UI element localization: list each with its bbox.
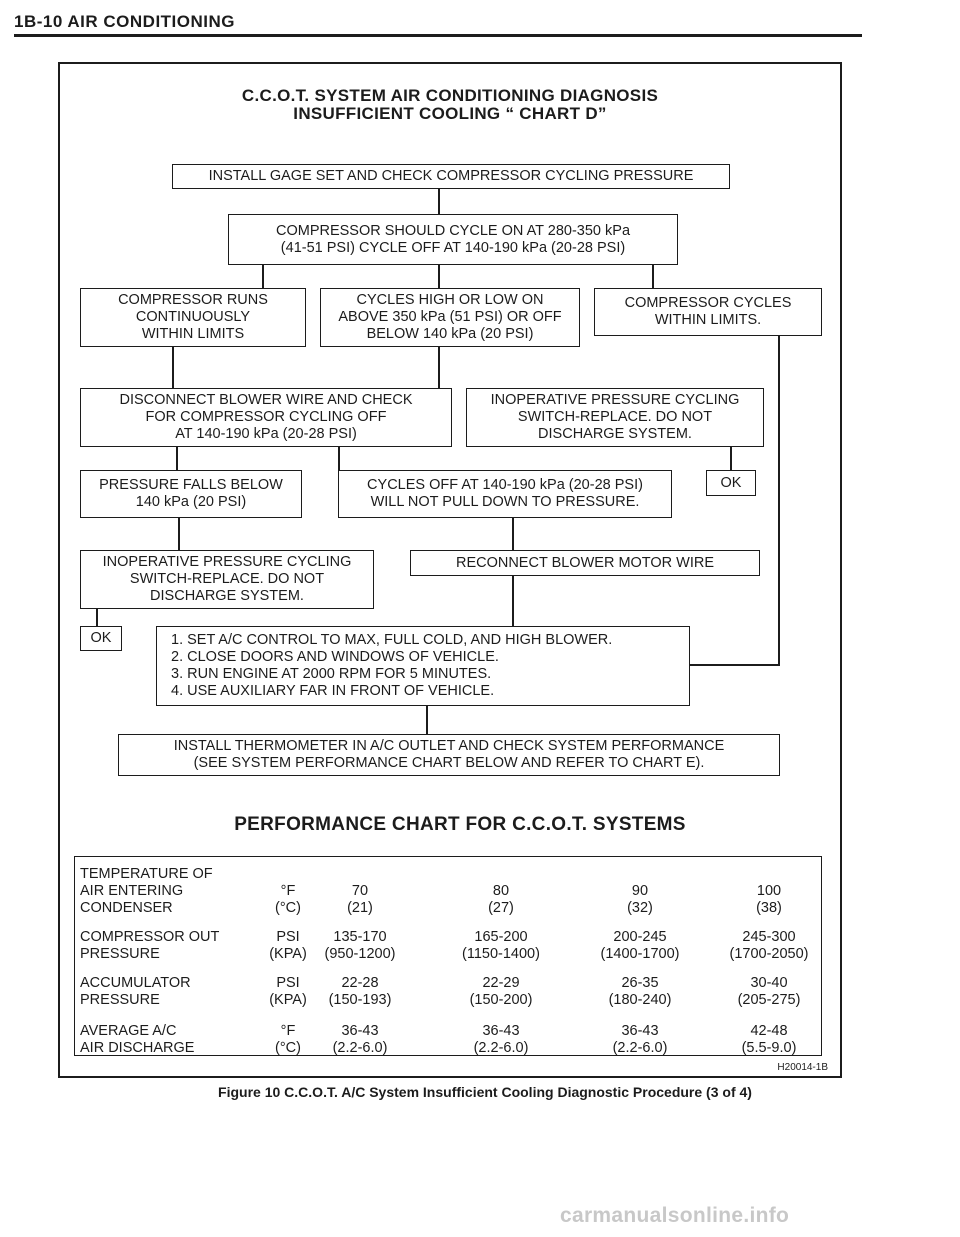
connector — [778, 336, 780, 666]
box-line: AT 140-190 kPa (20-28 PSI) — [175, 426, 357, 442]
page-header: 1B-10 AIR CONDITIONING — [14, 12, 236, 31]
box-line: ABOVE 350 kPa (51 PSI) OR OFF — [338, 309, 562, 325]
row-unit: (KPA) — [269, 992, 307, 1008]
box-line: COMPRESSOR SHOULD CYCLE ON AT 280-350 kPa — [275, 222, 631, 239]
inoperative-switch-box-2 — [80, 550, 374, 609]
figure-caption: Figure 10 C.C.O.T. A/C System Insufficient Cooling Diagnostic Procedure (3 of 4) — [218, 1084, 752, 1100]
box-line: INOPERATIVE PRESSURE CYCLING — [102, 554, 352, 570]
table-cell: (2.2-6.0) — [612, 1040, 668, 1056]
connector — [730, 446, 732, 470]
table-cell: 70 — [351, 883, 369, 899]
figure-id: H20014-1B — [777, 1062, 828, 1073]
row-label: AVERAGE A/C — [80, 1023, 177, 1039]
ok-text: OK — [720, 474, 742, 491]
row-label: PRESSURE — [80, 946, 160, 962]
table-cell: (180-240) — [608, 992, 672, 1008]
row-unit: PSI — [276, 975, 300, 991]
header-rule — [14, 34, 862, 37]
ok-box-2 — [80, 626, 122, 651]
box-line: SWITCH-REPLACE. DO NOT — [129, 571, 325, 587]
box-line: CYCLES OFF AT 140-190 kPa (20-28 PSI) — [367, 477, 643, 493]
table-cell: 36-43 — [621, 1023, 659, 1039]
connector — [438, 346, 440, 388]
box-line: DISCHARGE SYSTEM. — [538, 426, 692, 442]
box-line: PRESSURE FALLS BELOW — [99, 477, 283, 493]
row-label: ACCUMULATOR — [80, 975, 191, 991]
connector — [652, 264, 654, 288]
install-gage-text: INSTALL GAGE SET AND CHECK COMPRESSOR CYCLING PRESSURE — [208, 168, 694, 184]
connector — [512, 518, 514, 550]
connector — [172, 346, 174, 388]
table-cell: 26-35 — [621, 975, 659, 991]
connector — [96, 608, 98, 626]
box-line: COMPRESSOR CYCLES — [624, 295, 792, 311]
connector — [512, 576, 514, 628]
row-label: COMPRESSOR OUT — [80, 929, 220, 945]
reconnect-blower-box — [410, 550, 760, 576]
row-label: CONDENSER — [80, 900, 173, 916]
box-line: WILL NOT PULL DOWN TO PRESSURE. — [370, 494, 640, 510]
box-line: COMPRESSOR RUNS — [118, 292, 268, 308]
table-cell: (1150-1400) — [462, 946, 540, 962]
table-cell: (950-1200) — [324, 946, 396, 962]
table-cell: 245-300 — [742, 929, 796, 945]
table-cell: (5.5-9.0) — [741, 1040, 797, 1056]
table-cell: 90 — [631, 883, 649, 899]
table-cell: 100 — [756, 883, 782, 899]
row-unit: (°C) — [275, 1040, 301, 1056]
box-line: 140 kPa (20 PSI) — [135, 494, 247, 510]
table-cell: 30-40 — [750, 975, 788, 991]
row-unit: °F — [280, 1023, 296, 1039]
connector — [690, 664, 780, 666]
connector — [426, 706, 428, 734]
box-line: INSTALL THERMOMETER IN A/C OUTLET AND CHECK SYSTEM PERFORMANCE — [173, 738, 725, 754]
step-line: 1. SET A/C CONTROL TO MAX, FULL COLD, AND HIGH BLOWER. — [171, 632, 613, 648]
box-line: FOR COMPRESSOR CYCLING OFF — [145, 409, 387, 425]
table-cell: (150-200) — [469, 992, 533, 1008]
chart-title-line2: INSUFFICIENT COOLING “ CHART D” — [293, 104, 607, 123]
table-cell: 135-170 — [333, 929, 387, 945]
box-line: INOPERATIVE PRESSURE CYCLING — [490, 392, 740, 408]
row-label: TEMPERATURE OF — [80, 866, 213, 882]
should-cycle-box — [228, 214, 678, 265]
row-label: AIR DISCHARGE — [80, 1040, 195, 1056]
table-cell: 22-29 — [482, 975, 520, 991]
install-gage-box — [172, 164, 730, 189]
connector — [438, 264, 440, 288]
table-cell: 22-28 — [341, 975, 379, 991]
box-line: WITHIN LIMITS — [141, 326, 245, 342]
connector — [438, 188, 440, 214]
install-thermometer-box — [118, 734, 780, 776]
box-line: SWITCH-REPLACE. DO NOT — [517, 409, 713, 425]
cycles-off-box — [338, 470, 672, 518]
row-unit: (KPA) — [269, 946, 307, 962]
box-line: DISCONNECT BLOWER WIRE AND CHECK — [119, 392, 413, 408]
table-cell: (32) — [627, 900, 653, 916]
connector — [338, 446, 340, 470]
table-cell: (1400-1700) — [600, 946, 680, 962]
box-line: WITHIN LIMITS. — [654, 312, 762, 328]
box-line: CYCLES HIGH OR LOW ON — [356, 292, 544, 308]
connector — [262, 264, 264, 288]
table-cell: (21) — [347, 900, 373, 916]
row-label: PRESSURE — [80, 992, 160, 1008]
row-unit: (°C) — [275, 900, 301, 916]
table-cell: 80 — [492, 883, 510, 899]
step-line: 3. RUN ENGINE AT 2000 RPM FOR 5 MINUTES. — [171, 666, 492, 682]
cycles-within-limits-box — [594, 288, 822, 336]
table-cell: 200-245 — [613, 929, 667, 945]
step-line: 2. CLOSE DOORS AND WINDOWS OF VEHICLE. — [171, 649, 499, 665]
table-cell: (2.2-6.0) — [473, 1040, 529, 1056]
table-cell: (2.2-6.0) — [332, 1040, 388, 1056]
step-line: 4. USE AUXILIARY FAR IN FRONT OF VEHICLE. — [171, 683, 495, 699]
ok-box-1 — [706, 470, 756, 496]
box-line: CONTINUOUSLY — [135, 309, 251, 325]
table-cell: 165-200 — [474, 929, 528, 945]
test-steps-box — [156, 626, 690, 706]
pressure-falls-box — [80, 470, 302, 518]
table-cell: (27) — [488, 900, 514, 916]
runs-continuously-box — [80, 288, 306, 347]
box-line: (41-51 PSI) CYCLE OFF AT 140-190 kPa (20-28 PSI) — [280, 239, 626, 256]
chart-title-line1: C.C.O.T. SYSTEM AIR CONDITIONING DIAGNOSIS — [241, 86, 659, 105]
box-line: (SEE SYSTEM PERFORMANCE CHART BELOW AND REFER TO CHART E). — [193, 755, 705, 771]
row-label: AIR ENTERING — [80, 883, 184, 899]
inoperative-switch-box-1 — [466, 388, 764, 447]
ok-text: OK — [90, 630, 112, 646]
row-unit: °F — [280, 883, 296, 899]
table-cell: 36-43 — [341, 1023, 379, 1039]
connector — [178, 518, 180, 550]
connector — [176, 446, 178, 470]
reconnect-text: RECONNECT BLOWER MOTOR WIRE — [455, 554, 715, 571]
table-cell: (38) — [756, 900, 782, 916]
watermark: carmanualsonline.info — [560, 1204, 790, 1227]
box-line: DISCHARGE SYSTEM. — [150, 588, 304, 604]
table-cell: 42-48 — [750, 1023, 788, 1039]
table-cell: (1700-2050) — [729, 946, 809, 962]
table-cell: 36-43 — [482, 1023, 520, 1039]
table-cell: (150-193) — [328, 992, 392, 1008]
table-cell: (205-275) — [737, 992, 801, 1008]
box-line: BELOW 140 kPa (20 PSI) — [366, 326, 534, 342]
performance-chart-title: PERFORMANCE CHART FOR C.C.O.T. SYSTEMS — [234, 814, 686, 835]
cycles-high-low-box — [320, 288, 580, 347]
disconnect-blower-box — [80, 388, 452, 447]
row-unit: PSI — [276, 929, 300, 945]
